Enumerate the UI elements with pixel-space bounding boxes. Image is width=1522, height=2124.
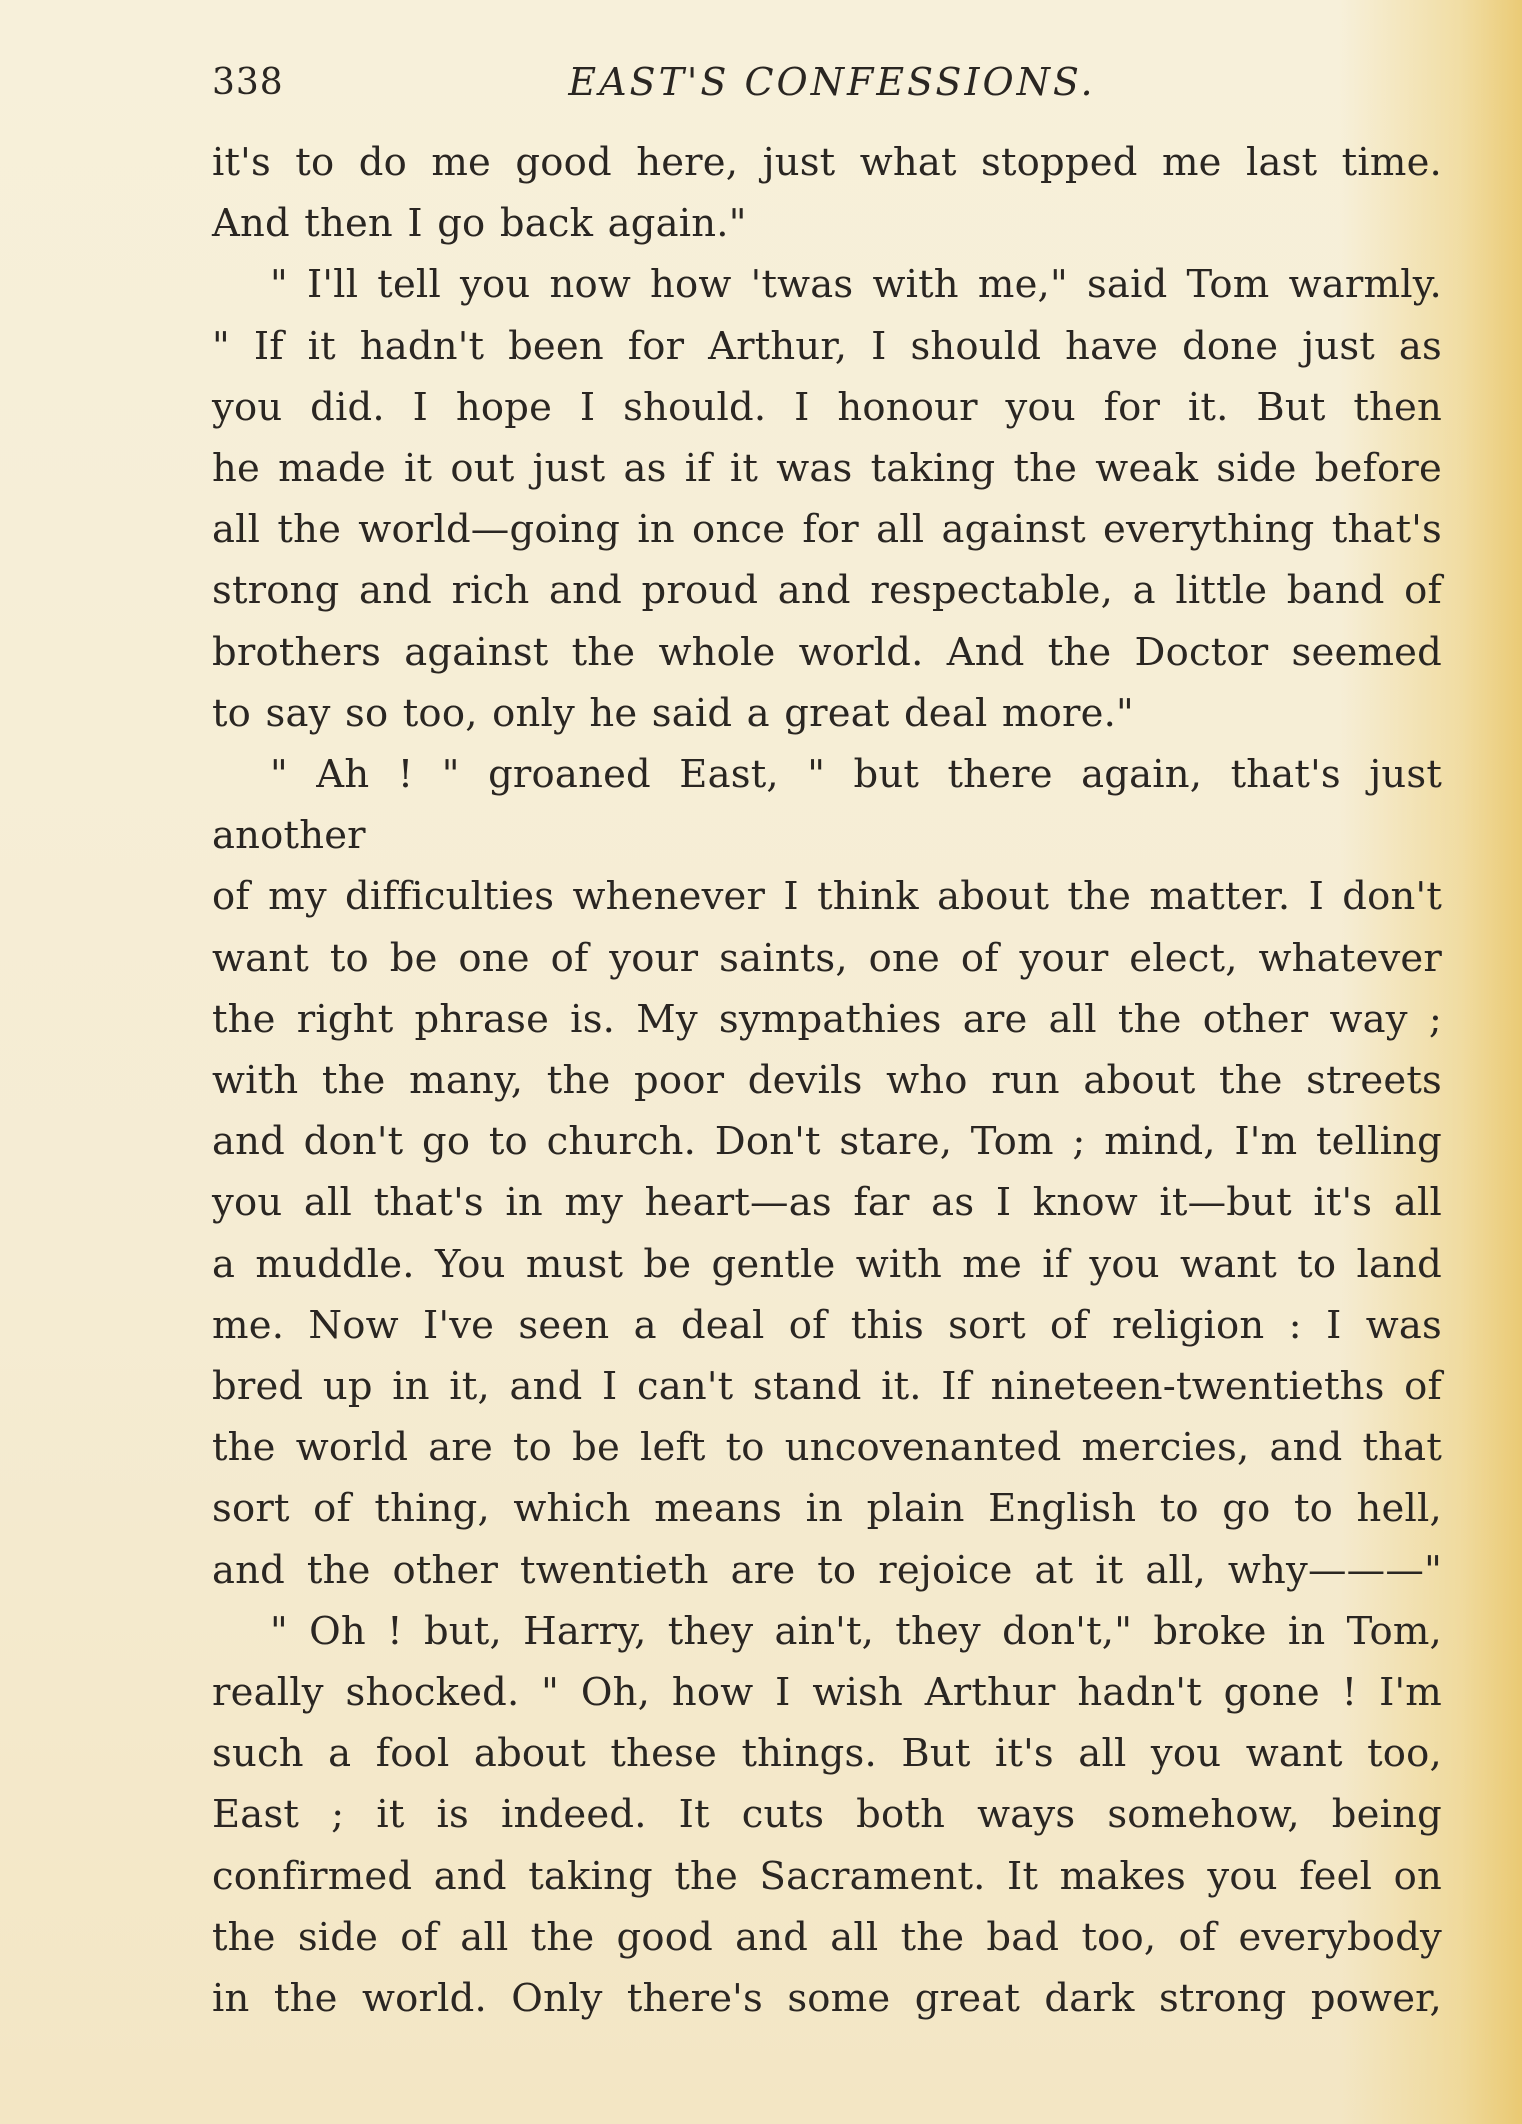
text-line: confirmed and taking the Sacrament. It makes you feel on [212,1853,1442,1899]
text-line: with the many, the poor devils who run about the streets [212,1058,1442,1104]
body-text [212,132,1442,2029]
text-line: it's to do me good here, just what stopped me last time. [212,140,1442,185]
text-line: East ; it is indeed. It cuts both ways somehow, being [212,1792,1442,1838]
text-line: and don't go to church. Don't stare, Tom ; mind, I'm telling [212,1119,1442,1165]
running-head [212,56,1452,116]
text-line: the side of all the good and all the bad too, of everybody [212,1914,1442,1960]
text-line: " I'll tell you now how 'twas with me," said Tom warmly. [270,262,1442,308]
text-line: the right phrase is. My sympathies are all the other way ; [212,996,1442,1042]
text-line: " If it hadn't been for Arthur, I should have done just as [212,323,1442,369]
text-line: really shocked. " Oh, how I wish Arthur hadn't gone ! I'm [212,1670,1442,1716]
text-line: " Oh ! but, Harry, they ain't, they don't," broke in Tom, [270,1608,1442,1654]
text-line: in the world. Only there's some great dark strong power, [212,1976,1442,2022]
text-line: and the other twentieth are to rejoice at it all, why———" [212,1547,1442,1593]
text-line: such a fool about these things. But it's all you want too, [212,1731,1442,1777]
text-line: And then I go back again." [212,201,747,247]
text-line: all the world—going in once for all against everything that's [212,507,1442,553]
text-line: of my difficulties whenever I think about the matter. I don't [212,874,1442,920]
text-line: " Ah ! " groaned East, " but there again, that's just another [212,752,1442,859]
running-title: EAST'S CONFESSIONS. [568,60,1096,104]
text-line: you all that's in my heart—as far as I know it—but it's all [212,1180,1442,1226]
text-line: want to be one of your saints, one of your elect, whatever [212,935,1442,981]
text-line: sort of thing, which means in plain English to go to hell, [212,1486,1442,1532]
text-line: brothers against the whole world. And the Doctor seemed [212,629,1442,675]
text-line: he made it out just as if it was taking the weak side before [212,446,1442,492]
text-line: strong and rich and proud and respectable, a little band of [212,568,1442,614]
page-number: 338 [212,62,284,103]
text-line: me. Now I've seen a deal of this sort of religion : I was [212,1302,1442,1348]
text-line: you did. I hope I should. I honour you for it. But then [212,384,1442,430]
text-line: to say so too, only he said a great deal more." [212,690,1134,736]
text-line: the world are to be left to uncovenanted mercies, and that [212,1425,1442,1471]
text-line: a muddle. You must be gentle with me if you want to land [212,1241,1442,1287]
text-line: bred up in it, and I can't stand it. If nineteen-twentieths of [212,1364,1442,1410]
